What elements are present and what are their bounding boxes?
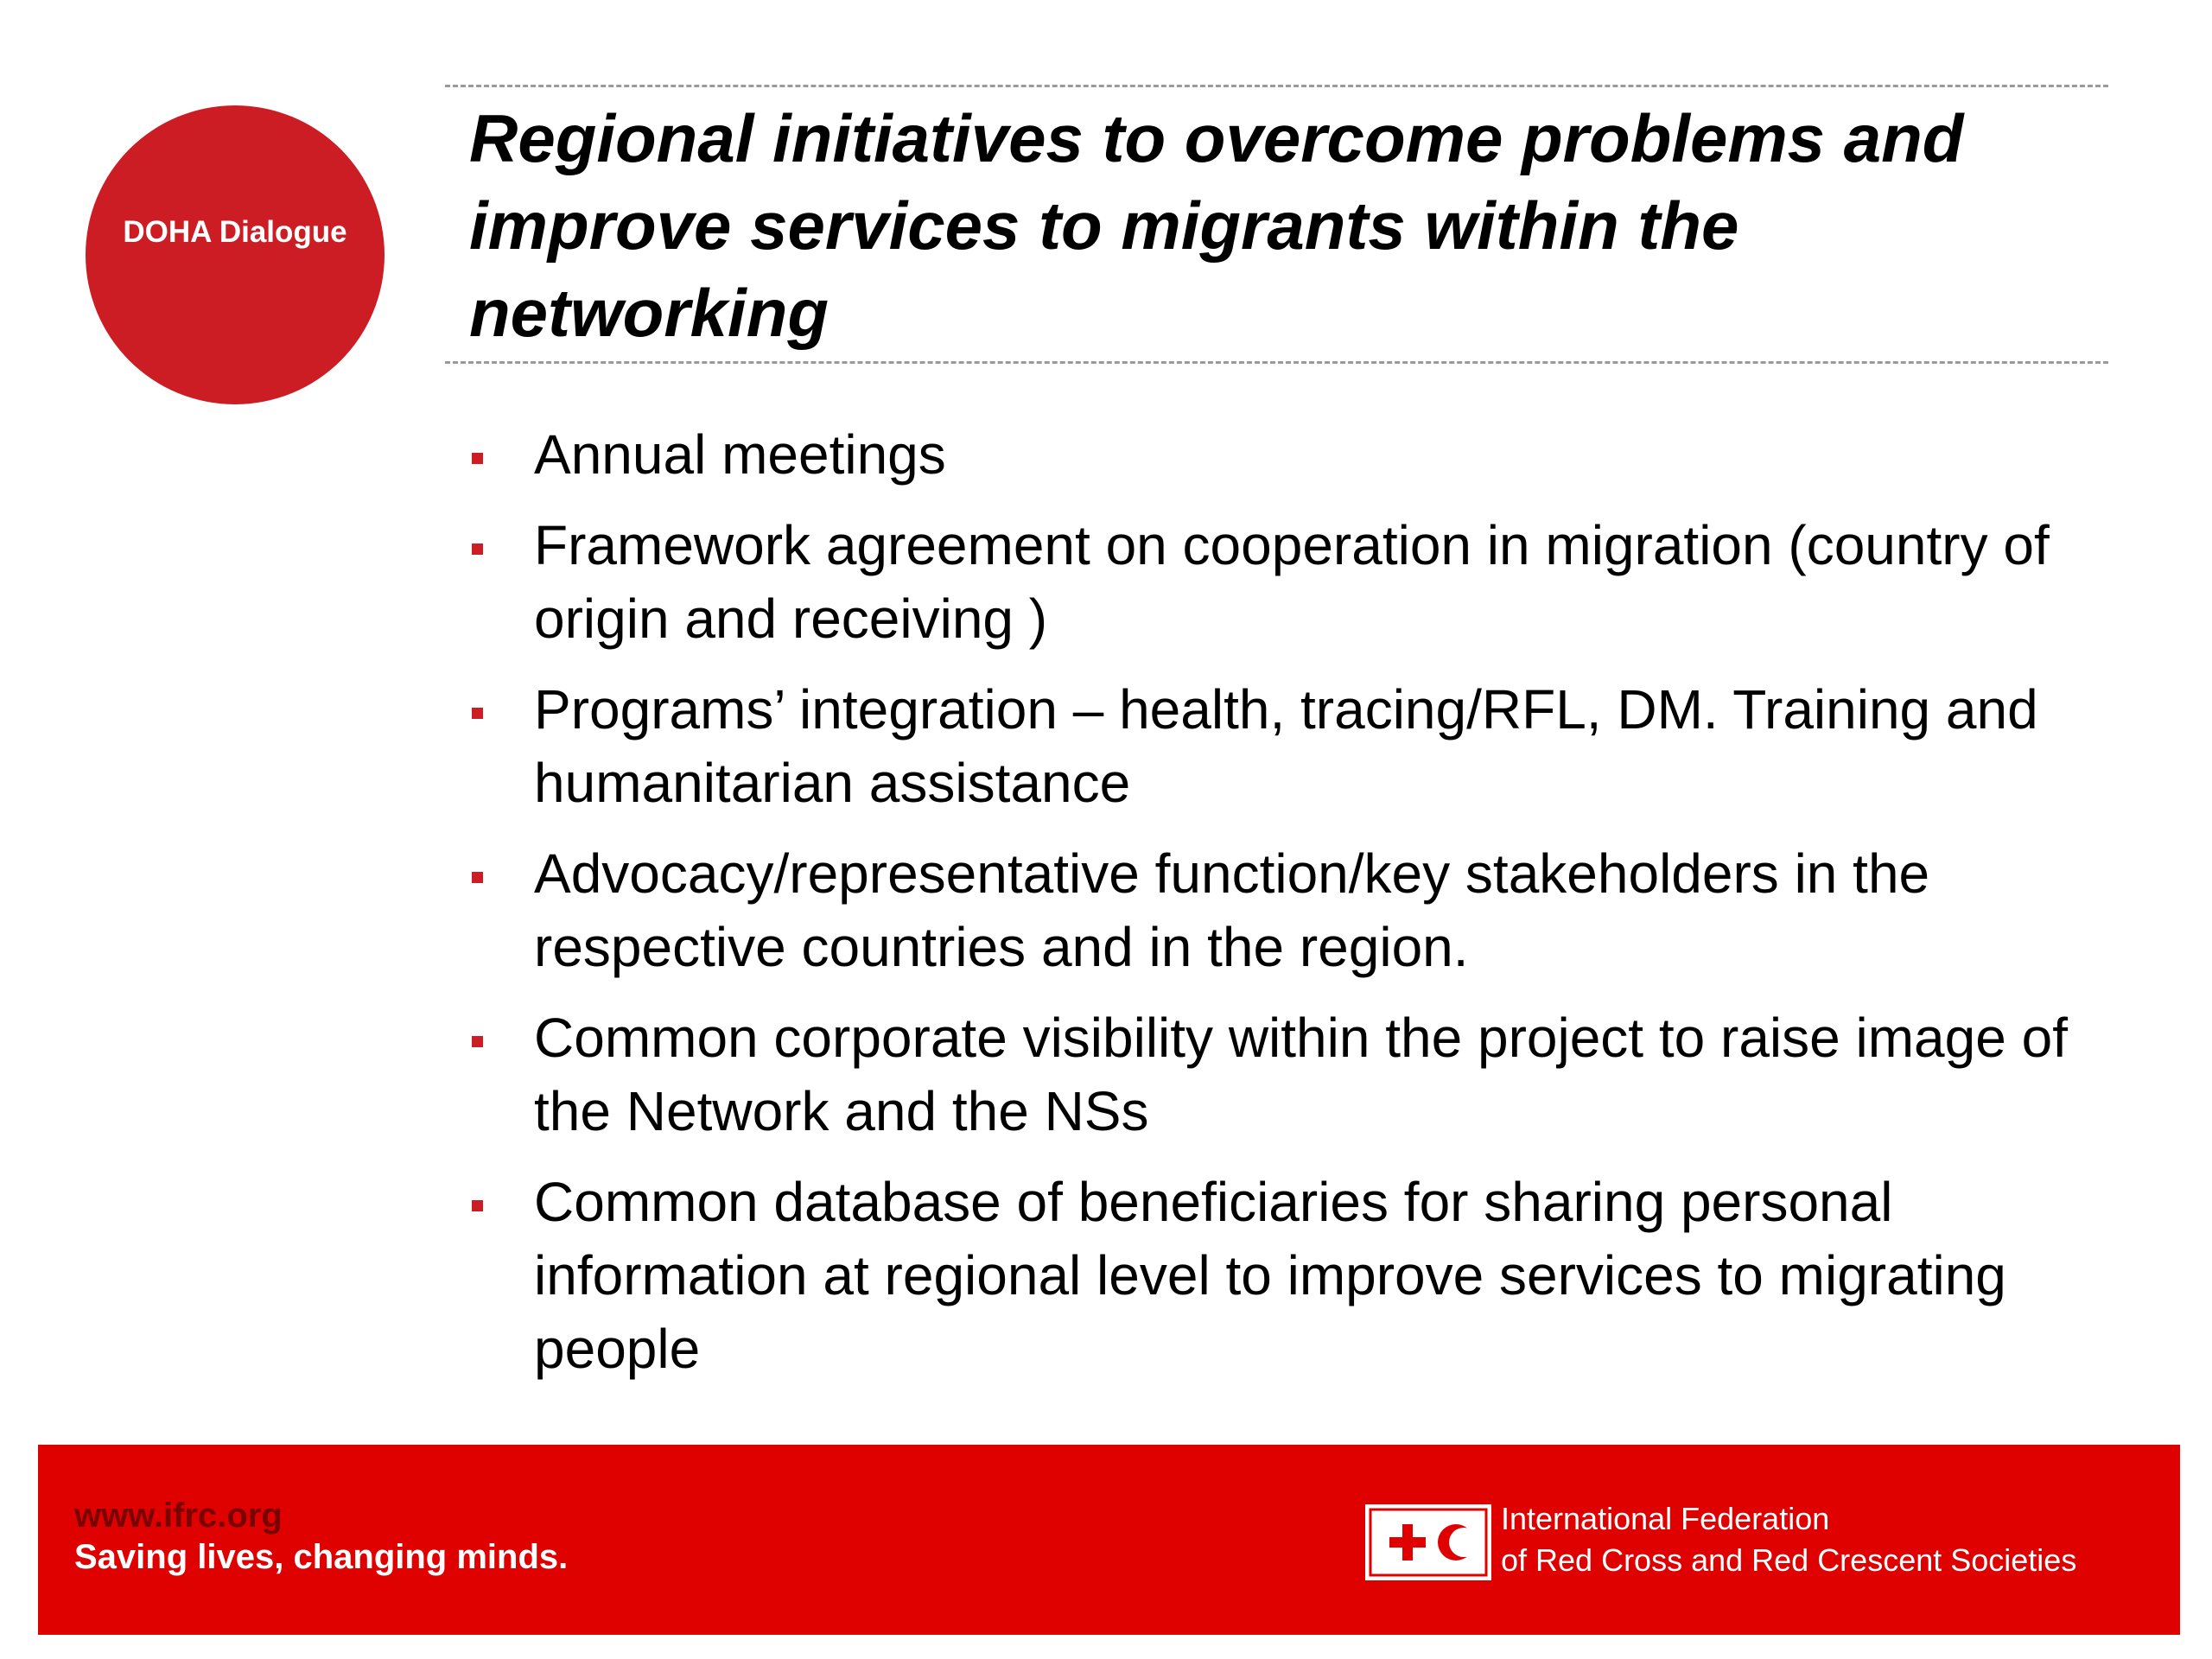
red-cross-red-crescent-icon (1364, 1503, 1492, 1581)
organization-name-line-1: International Federation (1501, 1501, 1830, 1536)
bullet-square-icon (472, 872, 483, 883)
footer-tagline: Saving lives, changing minds. (74, 1538, 569, 1576)
bullet-text: Programs’ integration – health, tracing/RFL, DM. Training and humanitarian assistance (534, 678, 2038, 814)
bullet-square-icon (472, 453, 483, 464)
list-item (467, 418, 2108, 492)
bullet-list (467, 418, 2108, 1403)
list-item (467, 673, 2108, 820)
bullet-square-icon (472, 1200, 483, 1211)
footer-bar (38, 1445, 2180, 1635)
list-item (467, 1001, 2108, 1148)
organization-name-line-2: of Red Cross and Red Crescent Societies (1501, 1542, 2077, 1578)
badge-label: DOHA Dialogue (123, 215, 347, 249)
bullet-text: Common database of beneficiaries for sharing personal information at regional level to improve services to migrating people (534, 1171, 2006, 1380)
bullet-square-icon (472, 543, 483, 555)
title-top-divider (445, 85, 2108, 87)
bullet-text: Common corporate visibility within the project to raise image of the Network and the NSs (534, 1007, 2068, 1142)
bullet-text: Framework agreement on cooperation in migration (country of origin and receiving ) (534, 514, 2050, 650)
slide-title: Regional initiatives to overcome problems and improve services to migrants within the networking (469, 100, 1964, 351)
title-bottom-divider (445, 361, 2108, 364)
doha-dialogue-badge (86, 105, 385, 404)
bullet-text: Annual meetings (534, 423, 946, 486)
list-item (467, 509, 2108, 656)
bullet-square-icon (472, 708, 483, 719)
bullet-square-icon (472, 1036, 483, 1047)
list-item (467, 1166, 2108, 1386)
bullet-text: Advocacy/representative function/key stakeholders in the respective countries and in the region. (534, 842, 1930, 978)
list-item (467, 837, 2108, 984)
footer-url-link[interactable]: www.ifrc.org (74, 1497, 283, 1535)
organization-name (1501, 1498, 2076, 1581)
